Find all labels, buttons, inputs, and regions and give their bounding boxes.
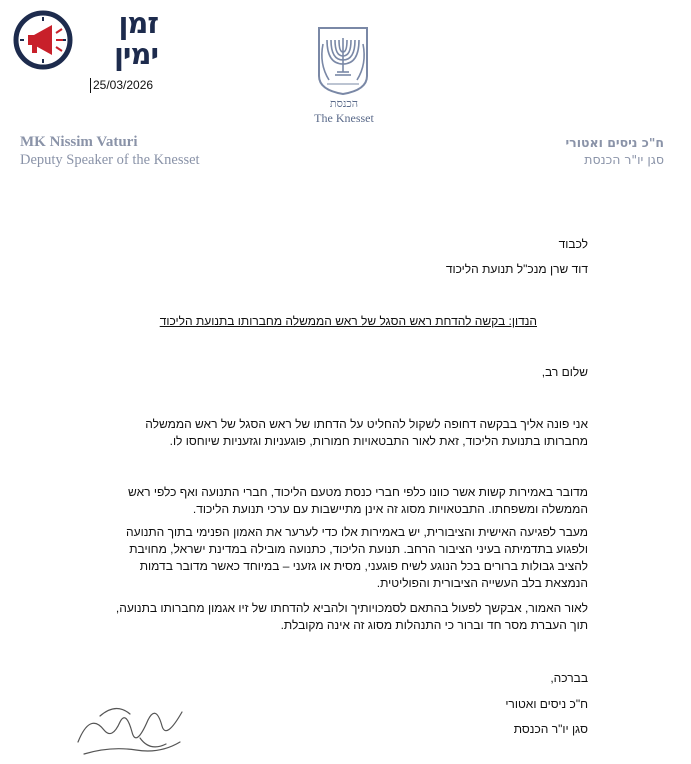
mk-english-title: Deputy Speaker of the Knesset xyxy=(20,152,200,168)
mk-hebrew-name: ח"כ ניסים ואטורי xyxy=(565,135,664,150)
mk-english-name: MK Nissim Vaturi xyxy=(20,134,138,150)
paragraph-line: ולפגוע בתדמיתה בעיני הציבור הרחב. תנועת הליכוד, כתנועה מובילה במדינת ישראל, מחויבת xyxy=(129,542,588,556)
logo-wordmark xyxy=(78,8,158,70)
addressee-name: דוד שרן מנכ"ל תנועת הליכוד xyxy=(445,262,588,276)
paragraph-line: מעבר לפגיעה האישית והציבורית, יש באמירות אלו כדי לערער את האמון הפנימי בתוך התנועה xyxy=(126,525,588,539)
paragraph-line: תוך העברת מסר חד וברור כי התנהלות מסוג זה אינה מקובלת. xyxy=(280,618,588,632)
paragraph-line: אני פונה אליך בבקשה דחופה לשקול להחליט על הדחתו של ראש הסגל של ראש הממשלה xyxy=(145,417,588,431)
megaphone-clock-icon xyxy=(12,9,74,71)
paragraph-3 xyxy=(108,524,588,592)
paragraph-line: להציב גבולות ברורים בכל הנוגע לשיח פוגעני, מסית או גזעני – במיוחד כאשר מדובר בדמות xyxy=(139,559,588,573)
knesset-hebrew-label: הכנסת xyxy=(329,97,359,110)
handwritten-signature xyxy=(70,692,190,764)
mk-hebrew-title: סגן יו"ר הכנסת xyxy=(584,152,664,167)
sign-off-blessing: בברכה, xyxy=(550,671,588,685)
knesset-english-label: The Knesset xyxy=(314,111,374,125)
logo-line-2: ימין xyxy=(113,37,158,71)
paragraph-1 xyxy=(108,416,588,450)
signer-title: סגן יו"ר הכנסת xyxy=(513,722,588,736)
paragraph-line: הנמצאת בלב העשייה הציבורית והפוליטית. xyxy=(376,576,588,590)
letter-date: 25/03/2026 xyxy=(93,78,154,92)
menorah-emblem-icon xyxy=(313,24,373,96)
zman-yamin-logo xyxy=(12,6,158,76)
letter-subject: הנדון: בקשה להדחת ראש הסגל של ראש הממשלה מחברותו בתנועת הליכוד xyxy=(159,314,537,328)
letter-greeting: שלום רב, xyxy=(541,365,588,379)
addressee-label: לכבוד xyxy=(558,237,588,251)
paragraph-line: הממשלה ומשפחתו. התבטאויות מסוג זה אינן מתיישבות עם ערכי תנועת הליכוד. xyxy=(192,502,588,516)
paragraph-line: מדובר באמירות קשות אשר כוונו כלפי חברי כנסת מטעם הליכוד, חברי התנועה ואף כלפי ראש xyxy=(128,485,588,499)
paragraph-4 xyxy=(108,600,588,634)
paragraph-2 xyxy=(108,484,588,518)
paragraph-line: מחברותו בתנועת הליכוד, זאת לאור התבטאויות חמורות, פוגעניות וגזעניות שיוחסו לו. xyxy=(169,434,588,448)
logo-line-1: זמן xyxy=(118,6,158,40)
signer-name: ח"כ ניסים ואטורי xyxy=(505,697,588,711)
paragraph-line: לאור האמור, אבקשך לפעול בהתאם לסמכויותיך ולהביא להדחתו של זיו אגמון מחברותו בתנועה, xyxy=(115,601,588,615)
